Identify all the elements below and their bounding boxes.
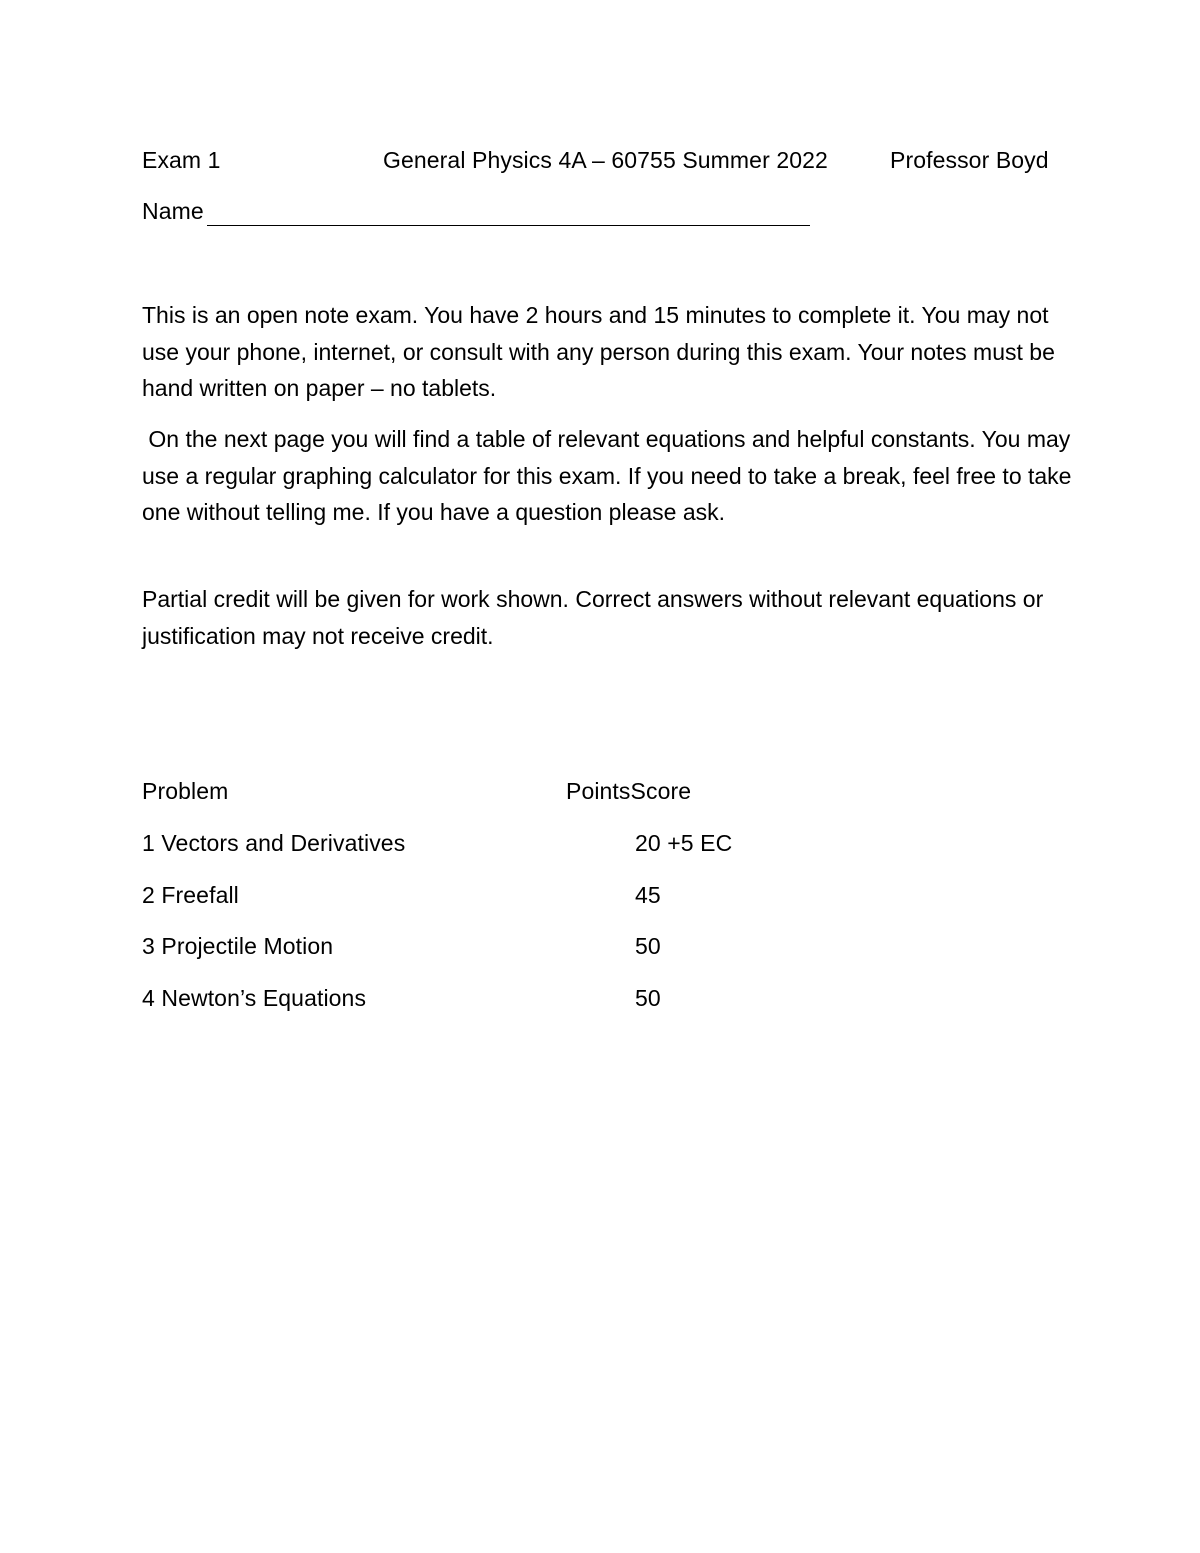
points-cell: 45 <box>635 882 661 908</box>
problem-header: Problem <box>142 778 229 804</box>
problem-cell: 3 Projectile Motion <box>142 933 334 959</box>
instructions-paragraph-1: This is an open note exam. You have 2 hours and 15 minutes to complete it. You may not use your phone, internet, or consult with any person during this exam. Your notes must be hand written on paper – no tablets. <box>142 302 1055 401</box>
instructions-paragraph-2: On the next page you will find a table of relevant equations and helpful constants. You may use a regular graphing calculator for this exam. If you need to take a break, feel free to take one without telling me. If you have a question please ask. <box>142 426 1078 525</box>
course-title: General Physics 4A – 60755 Summer 2022 <box>383 147 828 173</box>
points-cell: 50 <box>635 985 661 1011</box>
instructions-paragraph-3: Partial credit will be given for work shown. Correct answers without relevant equations or justification may not receive credit. <box>142 586 1044 649</box>
points-cell: 50 <box>635 933 661 959</box>
exam-number: Exam 1 <box>142 147 221 173</box>
name-blank-line <box>207 225 810 226</box>
name-label: Name <box>142 198 204 224</box>
professor-name: Professor Boyd <box>890 147 1049 173</box>
points-score-header: PointsScore <box>566 778 692 804</box>
problem-cell: 1 Vectors and Derivatives <box>142 830 406 856</box>
points-cell: 20 +5 EC <box>635 830 733 856</box>
problem-cell: 2 Freefall <box>142 882 239 908</box>
problem-cell: 4 Newton’s Equations <box>142 985 367 1011</box>
